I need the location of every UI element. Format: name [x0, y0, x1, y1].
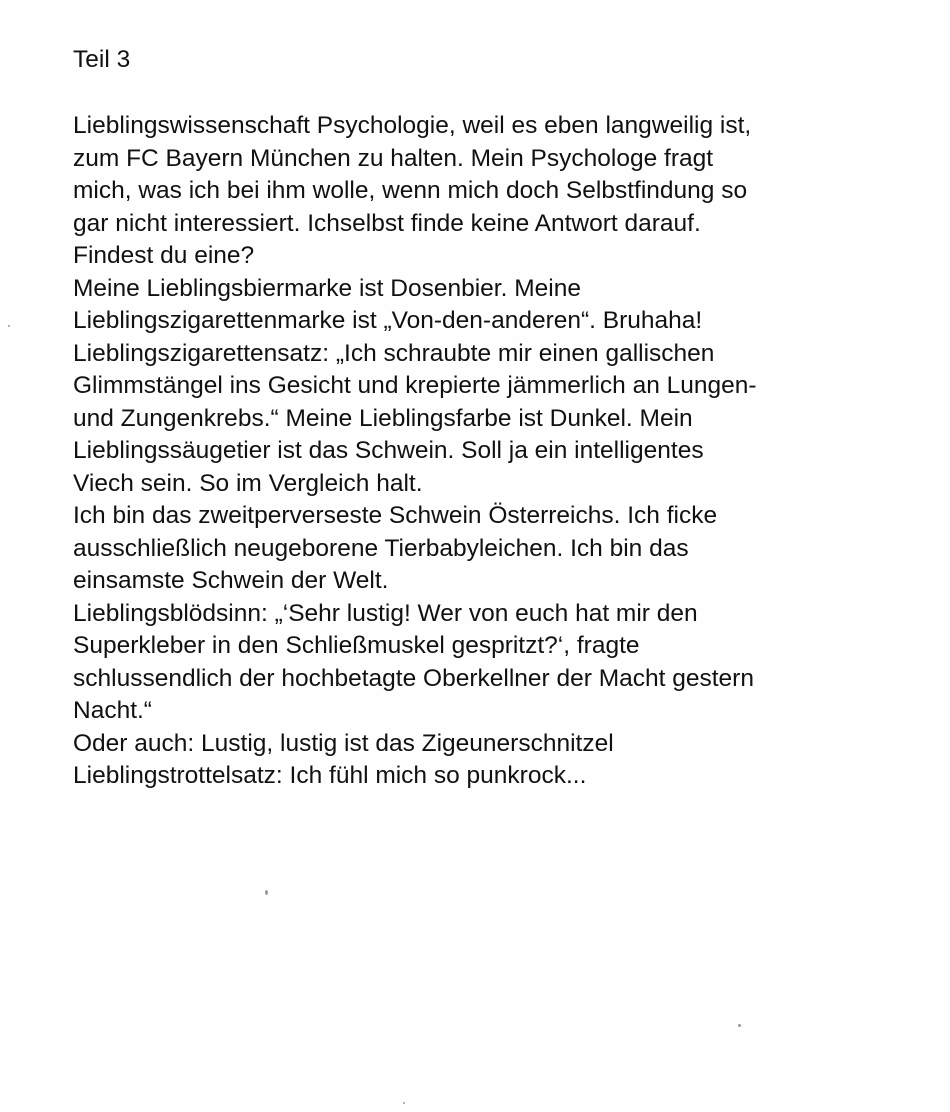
scan-speck: [738, 1024, 741, 1027]
text-line: einsamste Schwein der Welt.: [73, 567, 389, 594]
text-line: Lieblingszigarettensatz: „Ich schraubte mir einen gallischen: [73, 339, 715, 367]
text-line: Nacht.“: [73, 697, 152, 724]
text-line: Superkleber in den Schließmuskel gespritzt?‘, fragte: [73, 632, 640, 659]
text-line: Lieblingssäugetier ist das Schwein. Soll ja ein intelligentes: [73, 437, 704, 464]
text-line: Lieblingszigarettenmarke ist „Von-den-anderen“. Bruhaha!: [73, 307, 703, 334]
text-line: Lieblingstrottelsatz: Ich fühl mich so punkrock...: [73, 762, 587, 789]
text-line: Viech sein. So im Vergleich halt.: [73, 469, 423, 497]
body-text: [73, 110, 933, 793]
text-line: zum FC Bayern München zu halten. Mein Psychologe fragt: [73, 144, 714, 172]
page-heading: Teil 3: [73, 46, 131, 73]
text-line: und Zungenkrebs.“ Meine Lieblingsfarbe ist Dunkel. Mein: [73, 404, 693, 432]
text-line: Oder auch: Lustig, lustig ist das Zigeunerschnitzel: [73, 729, 614, 757]
scan-speck: [8, 325, 10, 327]
text-line: Meine Lieblingsbiermarke ist Dosenbier. Meine: [73, 274, 581, 302]
scan-speck: [403, 1102, 405, 1104]
text-line: Findest du eine?: [73, 242, 255, 269]
text-line: Lieblingsblödsinn: „‘Sehr lustig! Wer von euch hat mir den: [73, 599, 698, 627]
text-line: mich, was ich bei ihm wolle, wenn mich doch Selbstfindung so: [73, 177, 748, 204]
scan-speck: [265, 890, 268, 895]
text-line: Lieblingswissenschaft Psychologie, weil es eben langweilig ist,: [73, 112, 752, 139]
text-line: gar nicht interessiert. Ichselbst finde keine Antwort darauf.: [73, 209, 701, 237]
text-line: schlussendlich der hochbetagte Oberkellner der Macht gestern: [73, 664, 754, 692]
text-line: Ich bin das zweitperverseste Schwein Österreichs. Ich ficke: [73, 502, 718, 529]
text-line: Glimmstängel ins Gesicht und krepierte jämmerlich an Lungen-: [73, 372, 757, 399]
text-line: ausschließlich neugeborene Tierbabyleichen. Ich bin das: [73, 534, 689, 562]
